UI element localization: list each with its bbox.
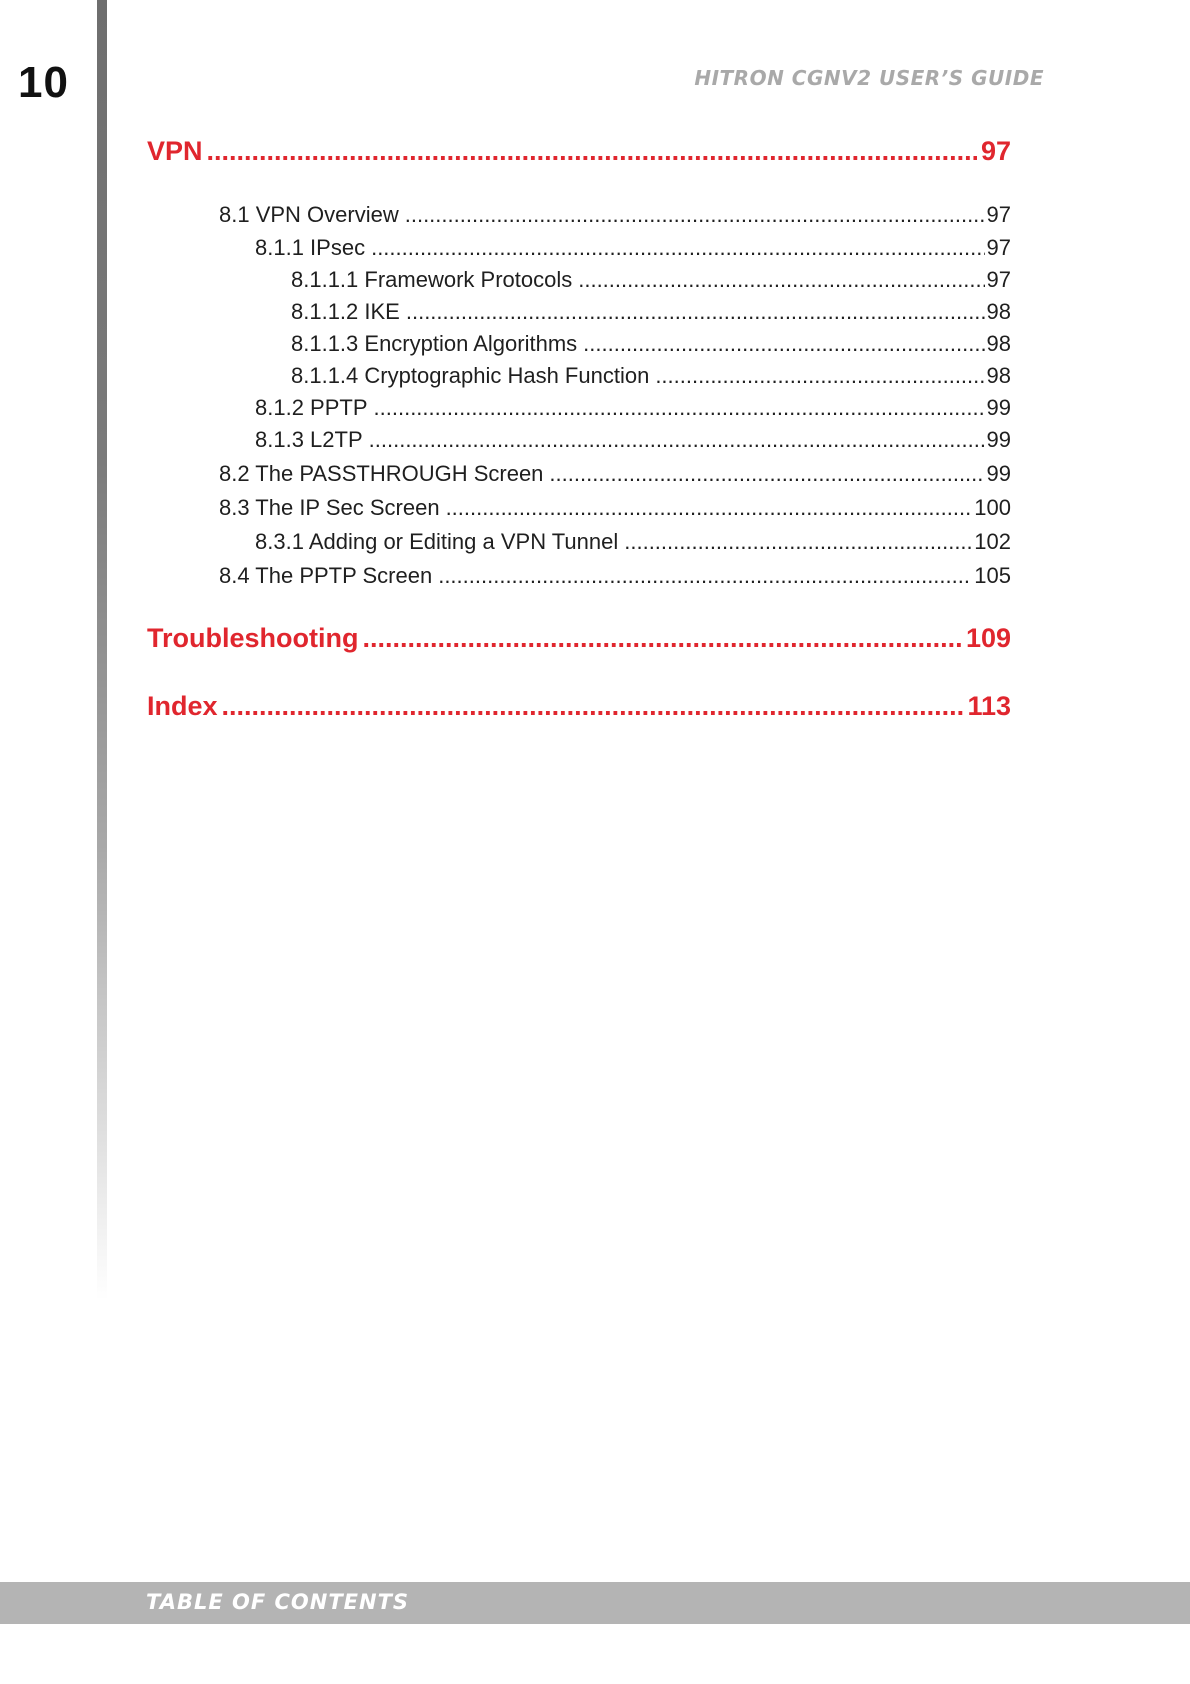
toc-label: 8.1.1.1 Framework Protocols xyxy=(291,267,573,292)
toc-entry-passthrough-screen[interactable] xyxy=(219,461,1011,489)
toc-leader xyxy=(578,267,984,293)
toc-leader xyxy=(369,427,985,453)
footer-label: TABLE OF CONTENTS xyxy=(146,1590,410,1614)
toc-label: 8.1.2 PPTP xyxy=(255,395,368,420)
toc-entry-encryption-algorithms[interactable] xyxy=(291,331,1011,359)
toc-label: 8.2 The PASSTHROUGH Screen xyxy=(219,461,544,486)
toc-leader xyxy=(406,299,985,325)
toc-label: 8.1.1 IPsec xyxy=(255,235,366,260)
page-number: 10 xyxy=(18,58,69,107)
toc-entry-framework-protocols[interactable] xyxy=(291,267,1011,295)
toc-page: 97 xyxy=(986,235,1011,260)
toc-label: 8.1.1.3 Encryption Algorithms xyxy=(291,331,578,356)
toc-chapter-vpn[interactable] xyxy=(147,136,1011,170)
toc-label: 8.1.1.2 IKE xyxy=(291,299,400,324)
toc-page: 102 xyxy=(974,529,1011,554)
toc-label: Troubleshooting xyxy=(147,623,359,653)
toc-page: 97 xyxy=(986,202,1011,227)
toc-chapter-index[interactable] xyxy=(147,691,1011,725)
toc-leader xyxy=(446,495,973,521)
toc-label: 8.3 The IP Sec Screen xyxy=(219,495,440,520)
toc-label: 8.3.1 Adding or Editing a VPN Tunnel xyxy=(255,529,619,554)
toc-label: 8.1 VPN Overview xyxy=(219,202,399,227)
toc-leader xyxy=(362,623,961,654)
toc-page: 109 xyxy=(965,623,1011,653)
side-bar-decoration xyxy=(97,0,107,1300)
toc-leader xyxy=(583,331,984,357)
toc-leader xyxy=(207,136,977,167)
toc-entry-ipsec[interactable] xyxy=(255,235,1011,263)
toc-entry-vpn-overview[interactable] xyxy=(219,202,1011,230)
toc-page: 99 xyxy=(986,427,1011,452)
toc-page: 98 xyxy=(986,331,1011,356)
toc-page: 97 xyxy=(986,267,1011,292)
toc-chapter-troubleshooting[interactable] xyxy=(147,623,1011,657)
toc-leader xyxy=(438,563,972,589)
toc-entry-ike[interactable] xyxy=(291,299,1011,327)
toc-page: 100 xyxy=(974,495,1011,520)
toc-page: 99 xyxy=(986,395,1011,420)
toc-entry-ipsec-screen[interactable] xyxy=(219,495,1011,523)
toc-entry-vpn-tunnel[interactable] xyxy=(255,529,1011,557)
toc-leader xyxy=(655,363,984,389)
toc-page: 99 xyxy=(986,461,1011,486)
toc-label: 8.4 The PPTP Screen xyxy=(219,563,433,588)
toc-page: 98 xyxy=(986,299,1011,324)
toc-page: 98 xyxy=(986,363,1011,388)
toc-label: 8.1.1.4 Cryptographic Hash Function xyxy=(291,363,650,388)
toc-page: 113 xyxy=(967,691,1011,721)
toc-entry-l2tp[interactable] xyxy=(255,427,1011,455)
toc-page: 97 xyxy=(980,136,1011,166)
toc-leader xyxy=(371,235,984,261)
toc-entry-hash-function[interactable] xyxy=(291,363,1011,391)
toc-label: 8.1.3 L2TP xyxy=(255,427,363,452)
toc-leader xyxy=(222,691,964,722)
toc-page: 105 xyxy=(974,563,1011,588)
toc-leader xyxy=(374,395,985,421)
toc-leader xyxy=(549,461,984,487)
footer-bar xyxy=(0,1582,1190,1624)
toc-label: Index xyxy=(147,691,218,721)
running-header: HITRON CGNV2 USER’S GUIDE xyxy=(694,66,1044,90)
toc-entry-pptp-screen[interactable] xyxy=(219,563,1011,591)
toc-leader xyxy=(405,202,985,228)
toc-leader xyxy=(624,529,972,555)
toc-entry-pptp[interactable] xyxy=(255,395,1011,423)
toc-label: VPN xyxy=(147,136,203,166)
